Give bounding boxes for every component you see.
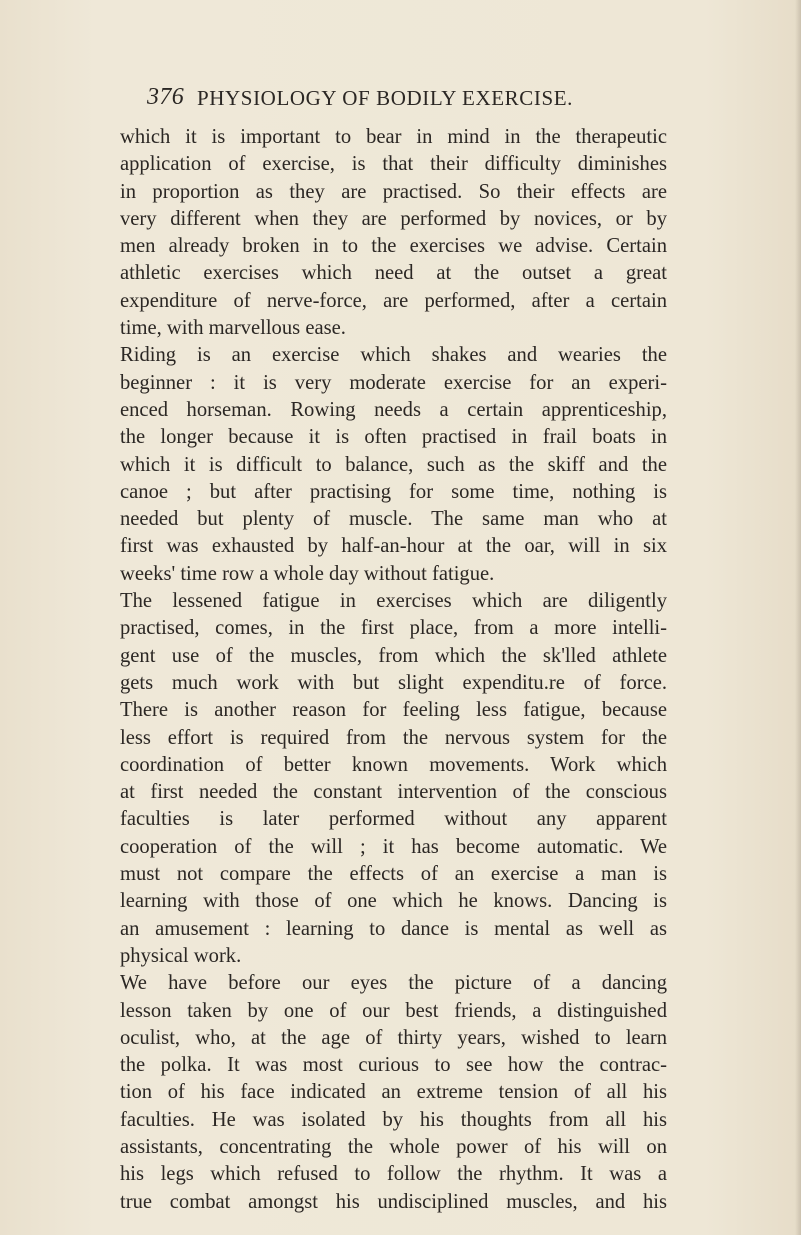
text-line: must not compare the effects of an exercise a man is [120,863,667,886]
text-line: weeks' time row a whole day without fatigue. [120,562,495,585]
running-title: PHYSIOLOGY OF BODILY EXERCISE. [197,86,574,110]
text-line: application of exercise, is that their difficulty diminishes [120,153,667,176]
text-line: practised, comes, in the first place, from a more intelli- [120,617,667,640]
text-line: men already broken in to the exercises we advise. Certain [120,235,667,258]
text-line: tion of his face indicated an extreme tension of all his [120,1081,667,1104]
text-line: gets much work with but slight expenditu.re of force. [120,671,667,694]
text-line: the longer because it is often practised in frail boats in [120,426,667,449]
text-line: which it is difficult to balance, such as the skiff and the [120,453,667,476]
text-line: the polka. It was most curious to see how the contrac- [120,1054,667,1077]
text-line: needed but plenty of muscle. The same man who at [120,508,667,531]
text-line: Riding is an exercise which shakes and wearies the [120,344,667,367]
text-line: first was exhausted by half-an-hour at the oar, will in six [120,535,667,558]
page-number: 376 [147,84,185,110]
text-line: The lessened fatigue in exercises which are diligently [120,590,667,613]
text-line: canoe ; but after practising for some time, nothing is [120,480,667,503]
text-line: time, with marvellous ease. [120,317,346,340]
page-header [147,84,667,118]
text-line: which it is important to bear in mind in the therapeutic [120,126,667,148]
text-line: faculties. He was isolated by his thoughts from all his [120,1108,667,1131]
text-line: faculties is later performed without any apparent [120,808,667,831]
text-line: very different when they are performed by novices, or by [120,207,667,230]
page-edge-shadow [795,0,801,1235]
text-line: less effort is required from the nervous system for the [120,726,667,749]
text-line: gent use of the muscles, from which the sk'lled athlete [120,644,667,667]
text-line: at first needed the constant intervention of the conscious [120,781,667,804]
text-line: coordination of better known movements. Work which [120,753,667,776]
text-line: lesson taken by one of our best friends, a distinguished [120,999,667,1022]
text-line: an amusement : learning to dance is mental as well as [120,917,667,940]
text-line: oculist, who, at the age of thirty years, wished to learn [120,1026,667,1049]
text-line: learning with those of one which he knows. Dancing is [120,890,667,913]
text-line: athletic exercises which need at the outset a great [120,262,667,285]
text-line: his legs which refused to follow the rhythm. It was a [120,1163,667,1186]
text-line: expenditure of nerve-force, are performed, after a certain [120,289,667,312]
body-text [120,124,667,1216]
text-line: physical work. [120,944,242,967]
text-line: true combat amongst his undisciplined muscles, and his [120,1190,667,1213]
text-line: assistants, concentrating the whole power of his will on [120,1135,667,1158]
text-line: beginner : it is very moderate exercise for an experi- [120,371,667,394]
text-line: There is another reason for feeling less fatigue, because [120,699,667,722]
text-line: in proportion as they are practised. So their effects are [120,180,667,203]
text-line: enced horseman. Rowing needs a certain apprenticeship, [120,398,667,421]
text-line: cooperation of the will ; it has become automatic. We [120,835,667,858]
text-line: We have before our eyes the picture of a dancing [120,972,667,995]
